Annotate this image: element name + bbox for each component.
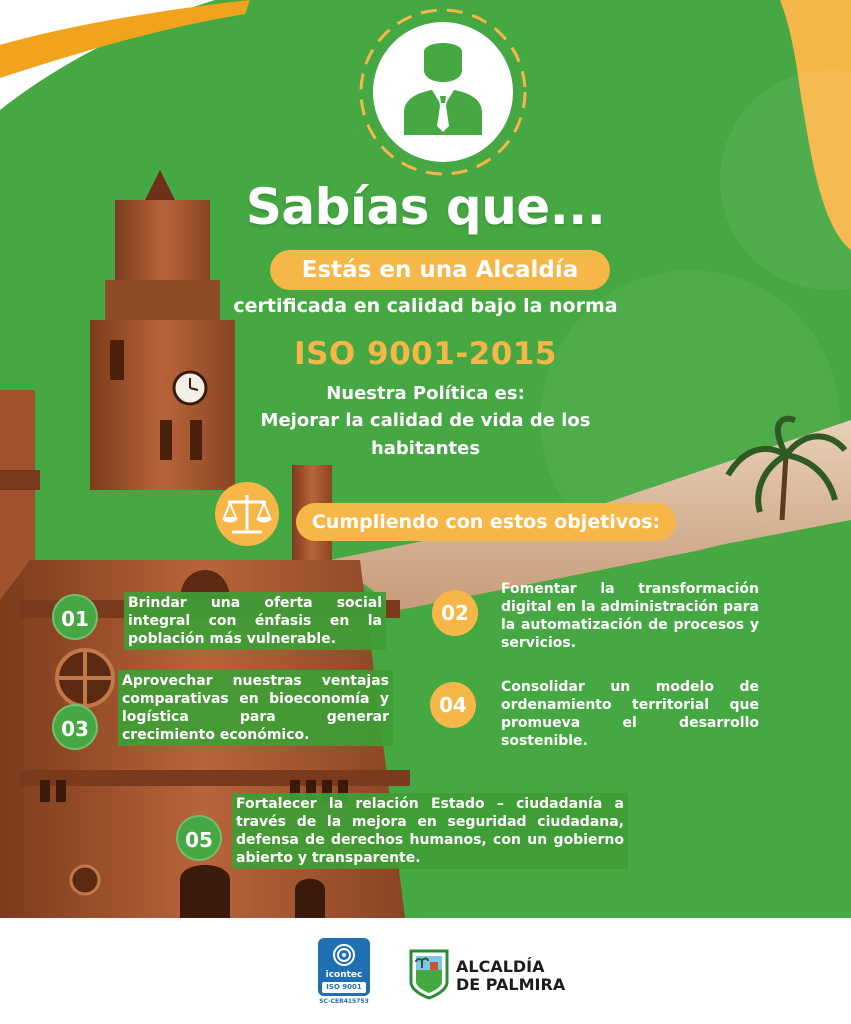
objectives-heading-pill: Cumpliendo con estos objetivos: xyxy=(296,503,676,541)
objective-text-03: Aprovechar nuestras ventajas comparativas en bioeconomía y logística para generar crecimiento económico. xyxy=(118,670,393,746)
objective-number-02: 02 xyxy=(432,590,478,636)
balance-scale-icon xyxy=(215,482,279,546)
objective-number-04: 04 xyxy=(430,682,476,728)
policy-line-3: habitantes xyxy=(370,438,481,459)
policy-line-1: Nuestra Política es: xyxy=(326,383,525,404)
objective-number-01: 01 xyxy=(52,594,98,640)
palmira-crest-icon xyxy=(408,948,450,1000)
objective-number-03: 03 xyxy=(52,704,98,750)
certification-line: certificada en calidad bajo la norma xyxy=(233,295,618,317)
title-heading: Sabías que... xyxy=(245,178,606,236)
objective-text-04: Consolidar un modelo de ordenamiento territorial que promueva el desarrollo sostenible. xyxy=(501,679,759,749)
alcaldia-name-line-2: DE PALMIRA xyxy=(456,975,566,994)
policy-line-2: Mejorar la calidad de vida de los xyxy=(260,410,591,431)
icontec-seal-icon xyxy=(318,938,370,1006)
footer xyxy=(0,918,851,1024)
objective-number-05: 05 xyxy=(176,815,222,861)
icontec-code: SC-CER415753 xyxy=(319,998,369,1005)
objective-text-01: Brindar una oferta social integral con énfasis en la población más vulnerable. xyxy=(124,592,386,650)
icontec-standard: ISO 9001 xyxy=(322,982,366,993)
alcaldia-name-line-1: ALCALDÍA xyxy=(456,957,545,976)
objective-text-02: Fomentar la transformación digital en la administración para la automatización de procesos y servicios. xyxy=(501,581,759,651)
businessman-icon xyxy=(348,0,538,187)
iso-standard-label: ISO 9001-2015 xyxy=(294,336,557,372)
icontec-brand: icontec xyxy=(325,970,363,980)
alcaldia-highlight-pill: Estás en una Alcaldía xyxy=(270,250,610,290)
objective-text-05: Fortalecer la relación Estado – ciudadanía a través de la mejora en seguridad ciudadana, defensa de derechos humanos, con un gobierno abierto y transparente. xyxy=(232,793,628,869)
